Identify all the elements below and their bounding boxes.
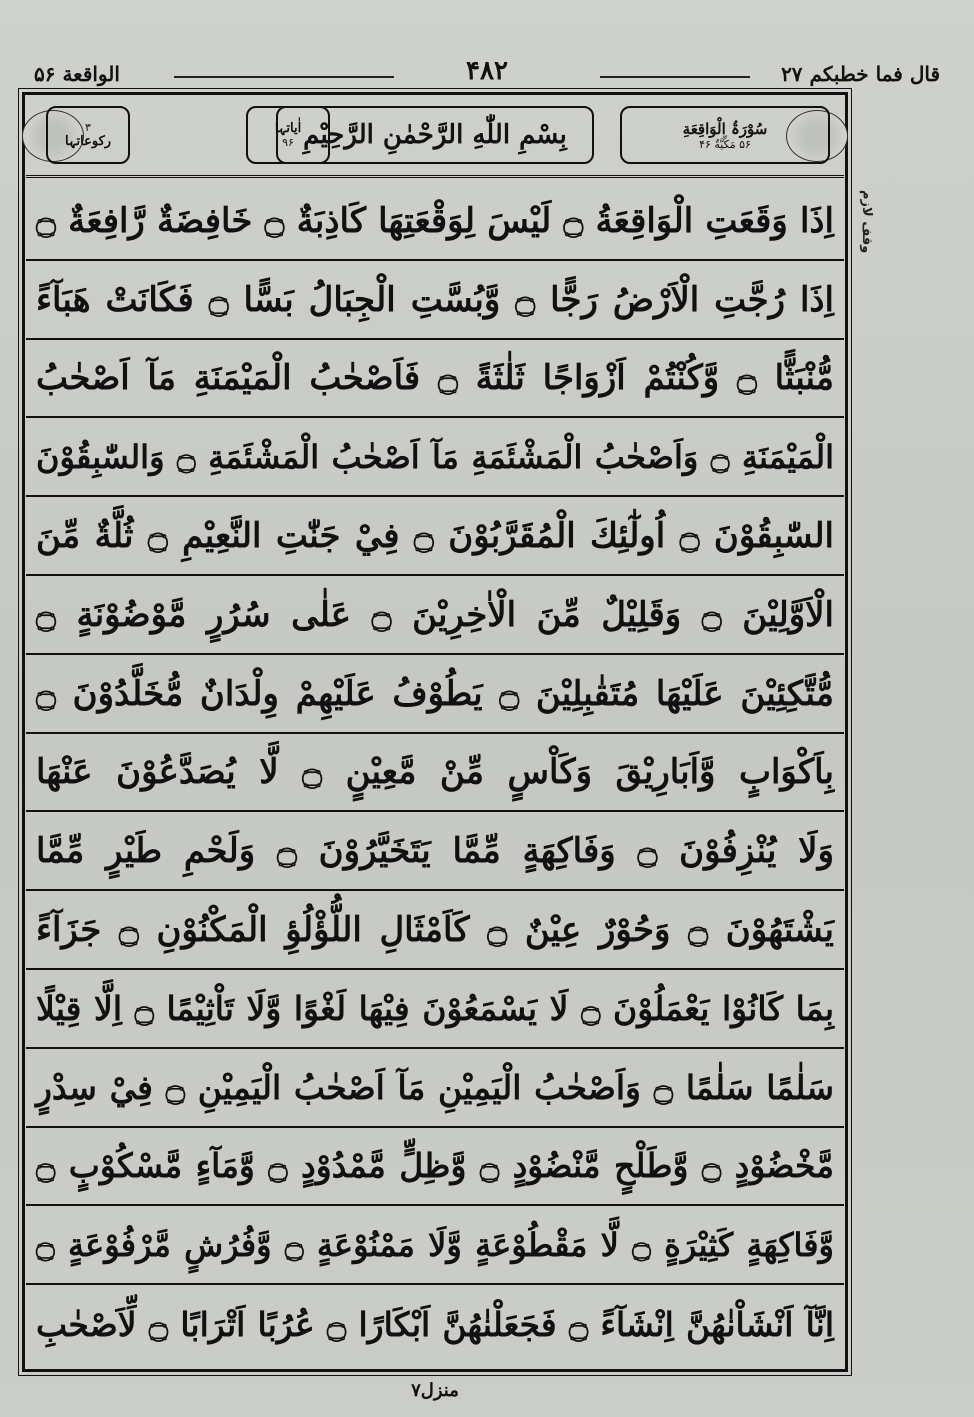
verse-line xyxy=(26,812,844,891)
bismillah: بِسْمِ اللّٰهِ الرَّحْمٰنِ الرَّحِيْمِ xyxy=(303,120,567,150)
verse-line xyxy=(26,1049,844,1128)
verse-text: مُّنْبَثًّا ۝ وَّكُنْتُمْ اَزْوَاجًا ثَلٰثَةً ۝ فَاَصْحٰبُ الْمَيْمَنَةِ مَآ اَصْحٰبُ xyxy=(36,358,834,399)
verse-text: اِنَّآ اَنْشَاْنٰهُنَّ اِنْشَآءً ۝ فَجَعَلْنٰهُنَّ اَبْكَارًا ۝ عُرُبًا اَتْرَابًا ۝ لِّاَصْحٰبِ xyxy=(36,1305,834,1345)
verse-line xyxy=(26,970,844,1049)
verse-line xyxy=(26,734,844,813)
verse-text: بِمَا كَانُوْا يَعْمَلُوْنَ ۝ لَا يَسْمَعُوْنَ فِيْهَا لَغْوًا وَّلَا تَاْثِيْمًا ۝ اِلَّا قِيْلًا xyxy=(36,988,835,1028)
verse-text: بِاَكْوَابٍ وَّاَبَارِيْقَ وَكَاْسٍ مِّنْ مَّعِيْنٍ ۝ لَّا يُصَدَّعُوْنَ عَنْهَا xyxy=(36,752,834,793)
ruku-label: رکوعاتہا xyxy=(64,134,112,149)
verse-text: اِذَا رُجَّتِ الْاَرْضُ رَجًّا ۝ وَّبُسَّتِ الْجِبَالُ بَسًّا ۝ فَكَانَتْ هَبَآءً xyxy=(36,279,834,320)
header-rule-right xyxy=(600,76,750,78)
verse-line xyxy=(26,1285,844,1364)
verse-text: مَّخْضُوْدٍ ۝ وَّطَلْحٍ مَّنْضُوْدٍ ۝ وَّظِلٍّ مَّمْدُوْدٍ ۝ وَّمَآءٍ مَّسْكُوْبٍ ۝ xyxy=(36,1146,835,1186)
header-rule-left xyxy=(174,76,394,78)
verse-text: مُّتَّكِئِيْنَ عَلَيْهَا مُتَقٰبِلِيْنَ ۝ يَطُوْفُ عَلَيْهِمْ وِلْدَانٌ مُّخَلَّدُوْنَ ۝ xyxy=(36,673,835,714)
verse-line xyxy=(26,497,844,576)
verse-text: اِذَا وَقَعَتِ الْوَاقِعَةُ ۝ لَيْسَ لِوَقْعَتِهَا كَاذِبَةٌ ۝ خَافِضَةٌ رَّافِعَةٌ ۝ xyxy=(36,200,834,241)
margin-note: وقف لازم xyxy=(859,190,874,254)
verse-line xyxy=(26,576,844,655)
verse-line xyxy=(26,655,844,734)
verse-line xyxy=(26,182,844,261)
verse-line xyxy=(26,340,844,419)
verse-text: يَشْتَهُوْنَ ۝ وَحُوْرٌ عِيْنٌ ۝ كَاَمْثَالِ اللُّؤْلُؤِ الْمَكْنُوْنِ ۝ جَزَآءً xyxy=(36,910,834,951)
ayat-label: اٰیاتہا xyxy=(274,121,302,136)
surah-name-box xyxy=(620,106,830,164)
ayat-count-box xyxy=(246,106,330,164)
verse-text: السّٰبِقُوْنَ ۝ اُولٰٓئِكَ الْمُقَرَّبُوْنَ ۝ فِيْ جَنّٰتِ النَّعِيْمِ ۝ ثُلَّةٌ مِّنَ xyxy=(36,516,835,557)
verse-line xyxy=(26,891,844,970)
verse-lines xyxy=(26,182,844,1364)
ayat-value: ۹۶ xyxy=(282,136,294,149)
verse-line xyxy=(26,1206,844,1285)
surah-header xyxy=(26,96,844,178)
verse-text: الْاَوَّلِيْنَ ۝ وَقَلِيْلٌ مِّنَ الْاٰخِرِيْنَ ۝ عَلٰى سُرُرٍ مَّوْضُوْنَةٍ ۝ xyxy=(36,594,835,635)
verse-text: وَّفَاكِهَةٍ كَثِيْرَةٍ ۝ لَّا مَقْطُوْعَةٍ وَّلَا مَمْنُوْعَةٍ ۝ وَّفُرُشٍ مَّرْفُوْعَةٍ ۝ xyxy=(36,1225,835,1264)
surah-name-sub: ۵۶ مَكِّيَّةٌ ۴۶ xyxy=(699,137,751,151)
surah-name: سُوْرَۃُ الْوَاقِعَةِ xyxy=(682,119,768,138)
verse-text: الْمَيْمَنَةِ ۝ وَاَصْحٰبُ الْمَشْئَمَةِ مَآ اَصْحٰبُ الْمَشْئَمَةِ ۝ وَالسّٰبِقُوْنَ xyxy=(36,437,834,476)
ruku-value: ۳ xyxy=(85,121,91,134)
surah-running-title: الواقعة ۵۶ xyxy=(34,62,120,86)
verse-line xyxy=(26,418,844,497)
page-number: ۴۸۲ xyxy=(466,56,508,86)
verse-line xyxy=(26,1128,844,1207)
verse-text: وَلَا يُنْزِفُوْنَ ۝ وَفَاكِهَةٍ مِّمَّا يَتَخَيَّرُوْنَ ۝ وَلَحْمِ طَيْرٍ مِّمَّا xyxy=(36,831,834,872)
verse-line xyxy=(26,261,844,340)
ruku-count-box xyxy=(46,106,130,164)
juz-label: قال فما خطبکم ۲۷ xyxy=(781,62,940,86)
manzil-footer: منزل۷ xyxy=(411,1380,459,1401)
running-header xyxy=(24,56,950,90)
verse-text: سَلٰمًا سَلٰمًا ۝ وَاَصْحٰبُ الْيَمِيْنِ مَآ اَصْحٰبُ الْيَمِيْنِ ۝ فِيْ سِدْرٍ xyxy=(36,1067,834,1107)
